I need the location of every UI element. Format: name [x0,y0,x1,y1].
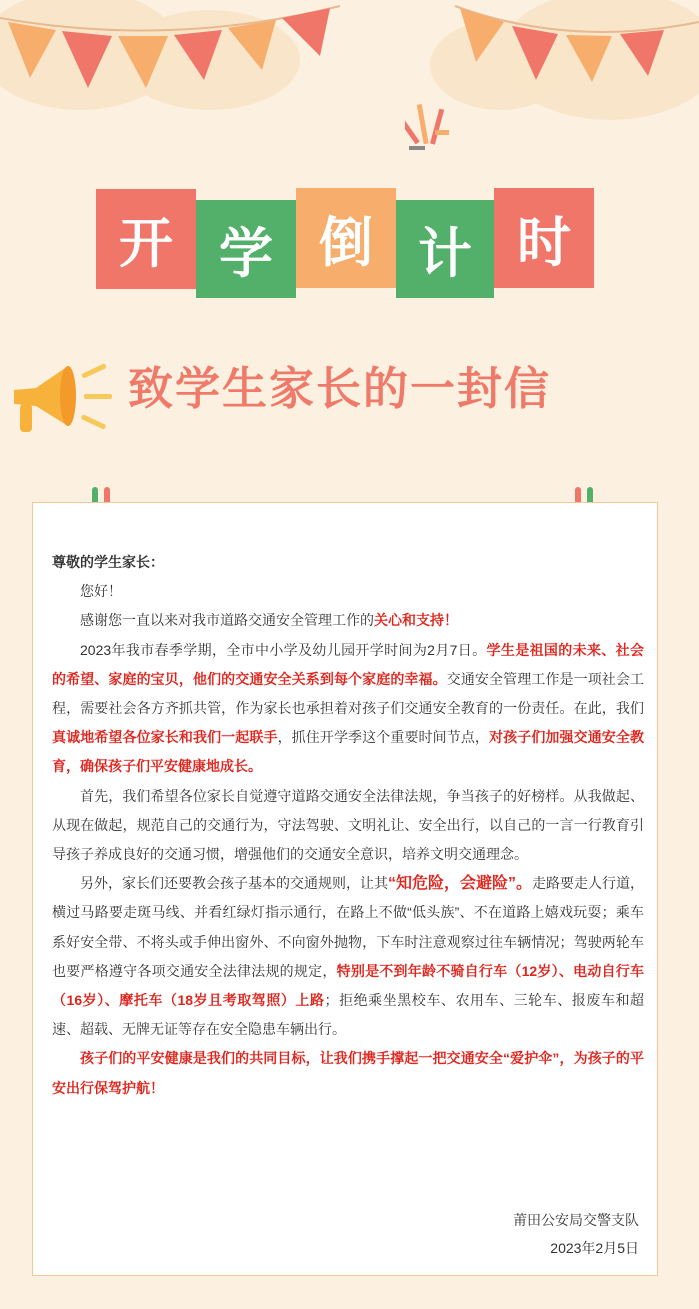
emphasis-text: 学生是祖国的未来、社会的希望、家庭的宝贝，他们的交通安全关系到每个家庭的幸福。 [52,641,645,687]
text: 另外，家长们还要教会孩子基本的交通规则，让其 [80,875,388,892]
signature: 莆田公安局交警支队 [513,1212,639,1228]
paragraph-semester [52,636,644,782]
paragraph-parents-example: 首先，我们希望各位家长自觉遵守道路交通安全法律法规，争当孩子的好榜样。从我做起、从现在做起，规范自己的交通行为，守法驾驶、文明礼让、安全出行，以自己的一言一行教育引导孩子养成良好的交通习惯，增强他们的交通安全意识，培养文明交通理念。 [52,787,644,863]
letter-body [52,548,644,1103]
title-banner [96,184,596,304]
greeting: 您好！ [80,583,122,600]
text: 交通安全管理工作是一项社会工程，需要社会各方齐抓共管，作为家长也承担着对孩子们交通安全教育的一份责任。在此，我们 [52,670,645,717]
letter-heading: 致学生家长的一封信 [128,362,552,415]
salutation: 尊敬的学生家长： [52,554,164,570]
emphasis-text: 关心和支持！ [374,612,458,629]
megaphone-icon [6,360,116,440]
text: ，抓住开学季这个重要时间节点， [277,729,490,746]
emphasis-text: 真诚地希望各位家长和我们一起联手 [52,729,278,746]
emphasis-text: 特别是不到年龄不骑自行车（12岁）、电动自行车（16岁）、摩托车（18岁且考取驾照）上路 [52,962,645,1009]
title-tile: 计 [396,200,494,298]
burst-decoration [405,100,455,160]
emphasis-text: 对孩子们加强交通安全教育，确保孩子们平安健康地成长。 [52,729,645,775]
emphasis-text: “知危险，会避险”。 [388,875,533,893]
title-tile: 学 [196,200,296,298]
paragraph-rules [52,869,644,1044]
text: 2023年我市春季学期，全市中小学及幼儿园开学时间为2月7日。 [80,641,487,658]
bunting-decoration [0,0,699,110]
paragraph-closing: 孩子们的平安健康是我们的共同目标，让我们携手撑起一把交通安全“爱护伞”，为孩子的平安出行保驾护航！ [52,1050,644,1096]
date: 2023年2月5日 [550,1240,639,1256]
text: ；拒绝乘坐黑校车、农用车、三轮车、报废车和超速、超载、无牌无证等存在安全隐患车辆出行。 [52,992,644,1038]
title-tile: 时 [494,188,594,288]
text: 感谢您一直以来对我市道路交通安全管理工作的 [80,612,374,629]
text: 走路要走人行道，横过马路要走斑马线、并看红绿灯指示通行，在路上不做“低头族”、不在道路上嬉戏玩耍；乘车系好安全带、不将头或手伸出窗外、不向窗外抛物，下车时注意观察过往车辆情况；驾驶两轮车也要严格遵守各项交通安全法律法规的规定， [52,875,645,979]
title-tile: 开 [96,189,196,289]
title-tile: 倒 [296,188,396,288]
paragraph-thanks [52,606,644,635]
